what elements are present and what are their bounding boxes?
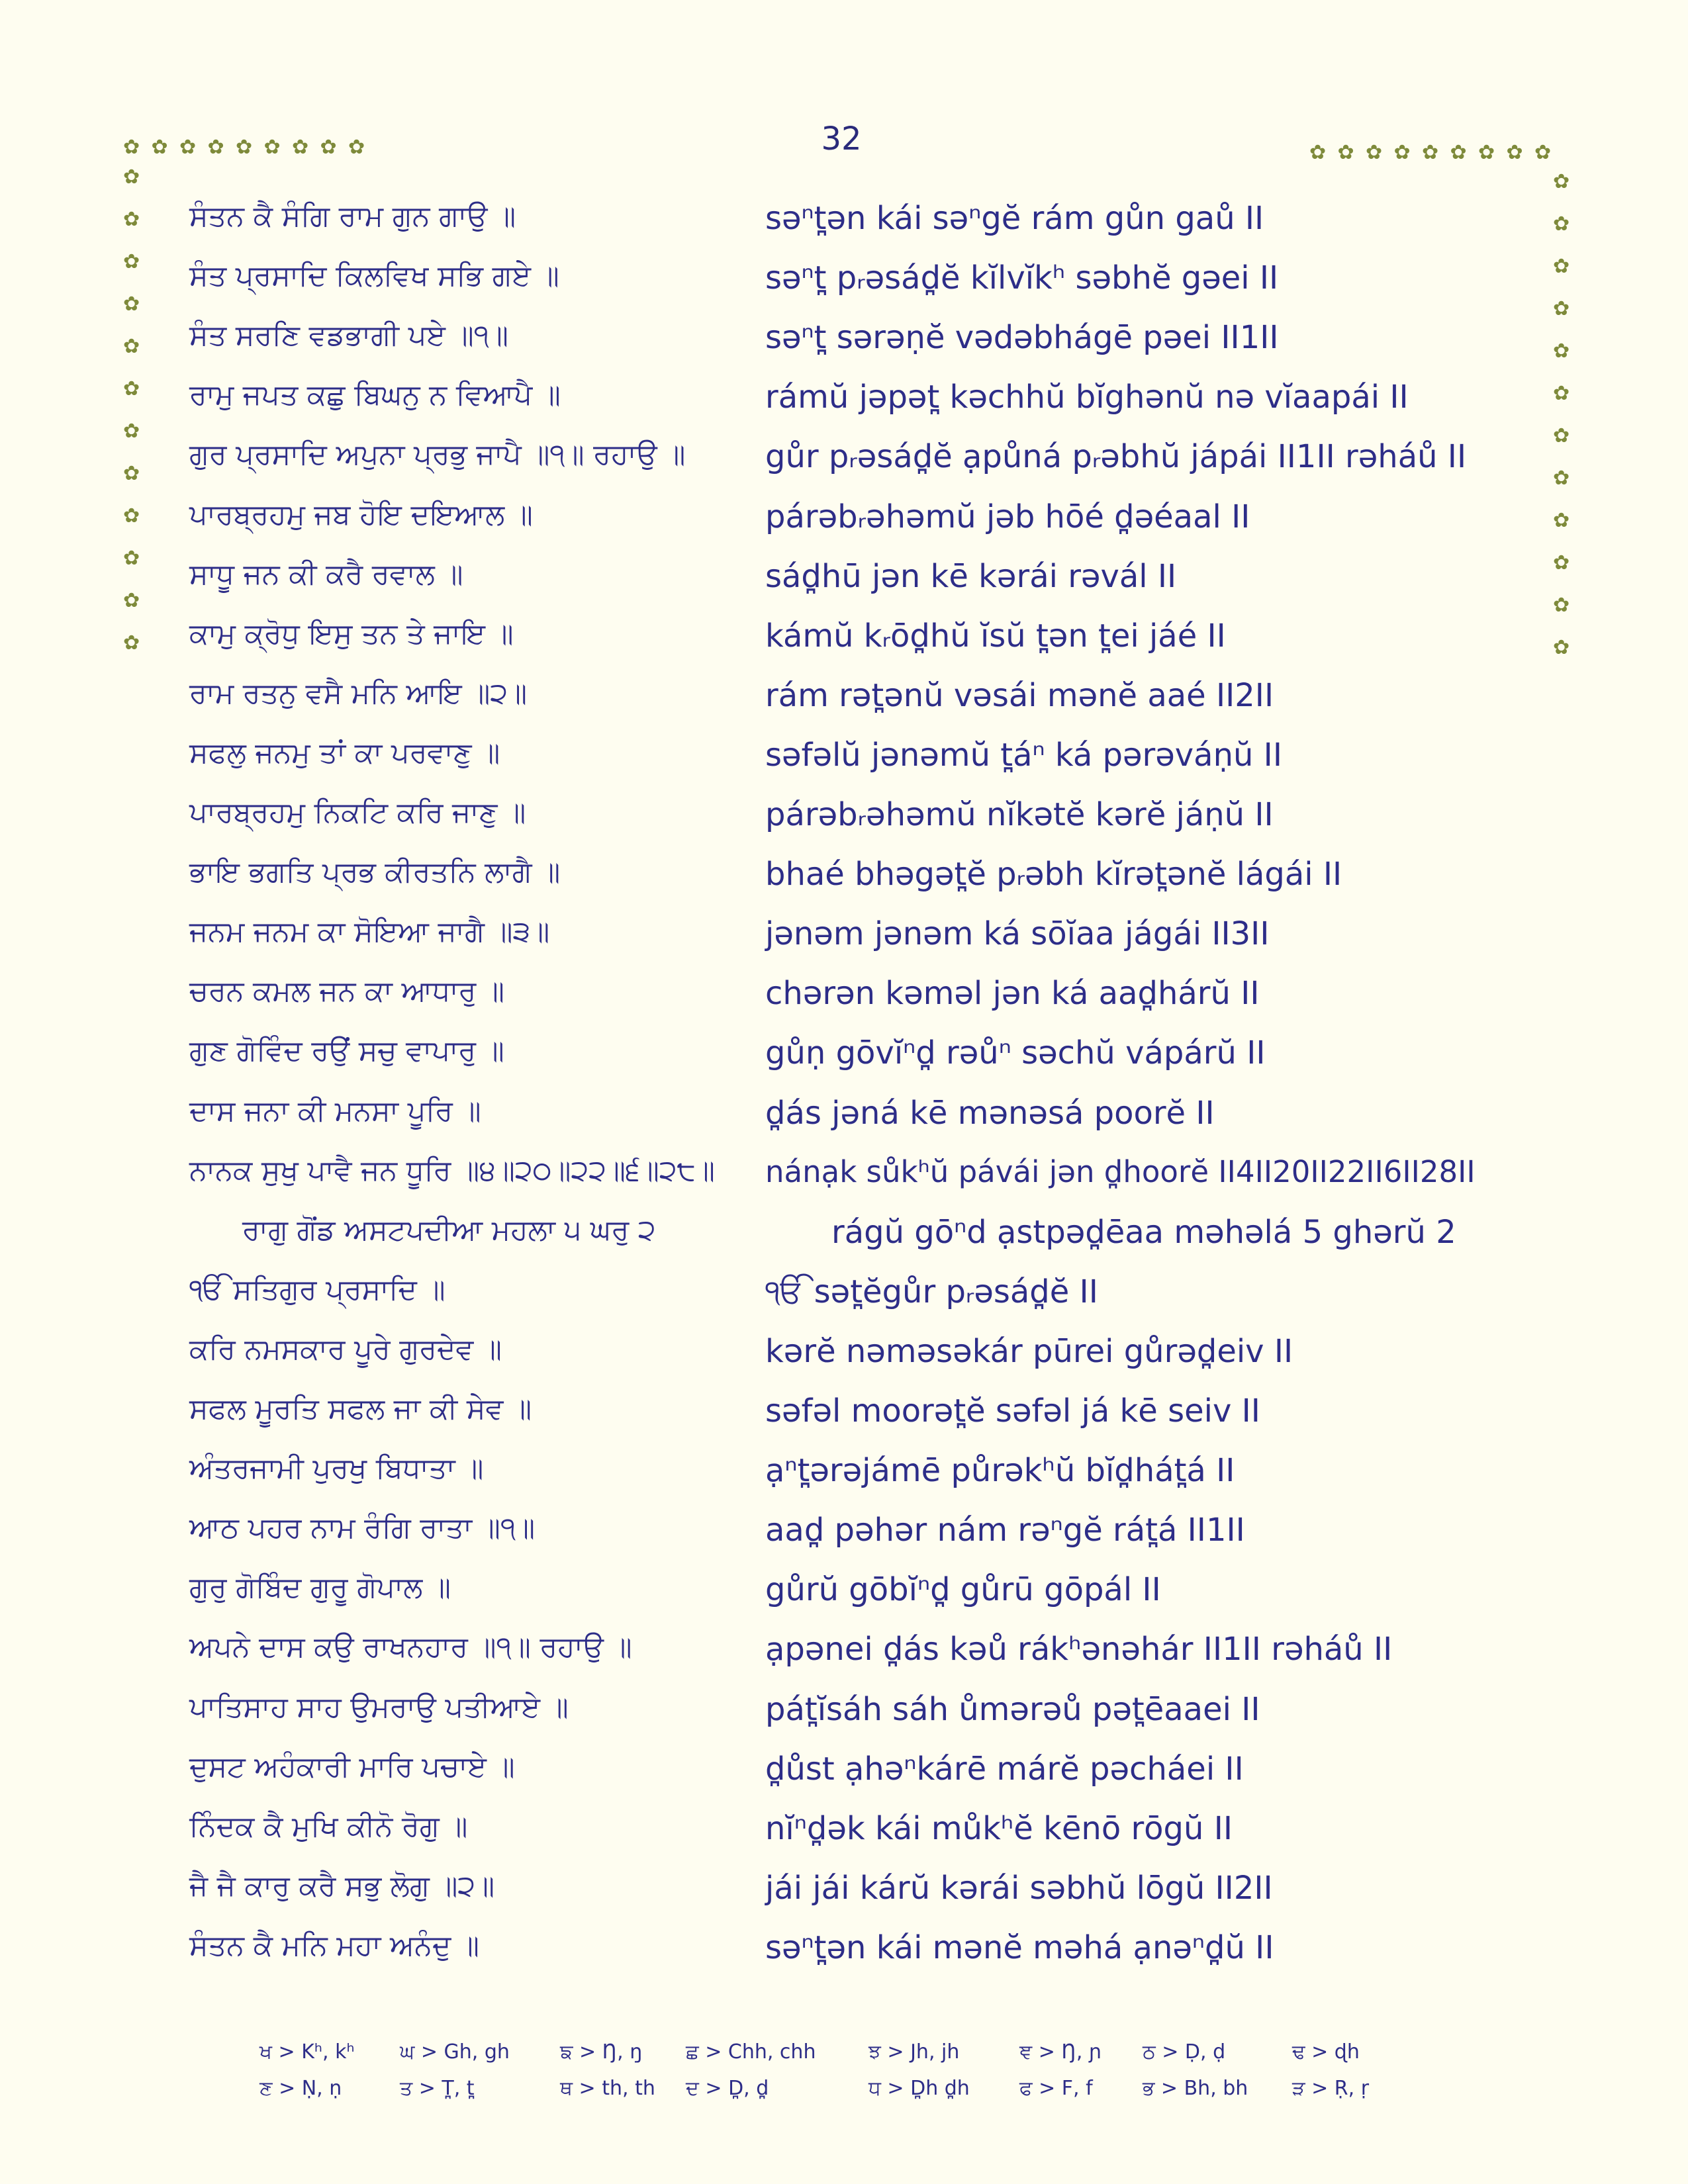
transliteration-text: səⁿt̪ən kái mənĕ məhá ạnəⁿd̪ŭ II xyxy=(765,1929,1274,1966)
flower-ornament-icon: ✿ xyxy=(123,208,140,231)
flower-ornament-icon: ✿ xyxy=(151,136,168,159)
flower-ornament-icon: ✿ xyxy=(320,136,337,159)
transliteration-text: ạpənei d̪ás kəů rákʰənəhár II1II rəháů II xyxy=(765,1631,1393,1668)
transliteration-text: nánạk sůkʰŭ pávái jən d̪hoorĕ II4II20II22II6II28II xyxy=(765,1154,1476,1189)
flower-ornament-icon: ✿ xyxy=(123,420,140,443)
gurmukhi-text: ੴ ਸਤਿਗੁਰ ਪ੍ਰਸਾਦਿ ॥ xyxy=(189,1273,445,1306)
transliteration-text: ੴ sət̪ĕgůr pᵣəsád̪ĕ II xyxy=(765,1273,1098,1310)
flower-ornament-icon: ✿ xyxy=(1553,340,1570,363)
transliteration-text: səfəlŭ jənəmŭ t̪áⁿ ká pərəváṇŭ II xyxy=(765,736,1282,774)
gurmukhi-text: ਸੰਤ ਪ੍ਰਸਾਦਿ ਕਿਲਵਿਖ ਸਭਿ ਗਏ ॥ xyxy=(189,259,559,293)
flower-ornament-icon: ✿ xyxy=(348,136,365,159)
flower-ornament-icon: ✿ xyxy=(1478,141,1495,164)
flower-ornament-icon: ✿ xyxy=(123,547,140,570)
transliteration-text: jənəm jənəm ká sōĭaa jágái II3II xyxy=(765,915,1270,953)
flower-ornament-icon: ✿ xyxy=(1553,424,1570,447)
legend-entry: ਭ > Bh, bh xyxy=(1143,2077,1248,2100)
legend-entry: ਘ > Gh, gh xyxy=(400,2040,510,2064)
gurmukhi-text: ਅਪਨੇ ਦਾਸ ਕਉ ਰਾਖਨਹਾਰ ॥੧॥ ਰਹਾਉ ॥ xyxy=(189,1631,632,1664)
gurmukhi-text: ਦੁਸਟ ਅਹੰਕਾਰੀ ਮਾਰਿ ਪਚਾਏ ॥ xyxy=(189,1750,515,1784)
transliteration-text: kámŭ kᵣōd̪hŭ ĭsŭ t̪ən t̪ei jáé II xyxy=(765,617,1226,655)
flower-ornament-icon: ✿ xyxy=(1393,141,1411,164)
gurmukhi-text: ਆਠ ਪਹਰ ਨਾਮ ਰੰਗਿ ਰਾਤਾ ॥੧॥ xyxy=(189,1512,536,1545)
flower-ornament-icon: ✿ xyxy=(123,165,140,189)
transliteration-text: kərĕ nəməsəkár pūrei gůrəd̪eiv II xyxy=(765,1332,1293,1370)
gurmukhi-text: ਭਾਇ ਭਗਤਿ ਪ੍ਰਭ ਕੀਰਤਨਿ ਲਾਗੈ ॥ xyxy=(189,856,561,889)
gurmukhi-text: ਨਾਨਕ ਸੁਖੁ ਪਾਵੈ ਜਨ ਧੂਰਿ ॥੪॥੨੦॥੨੨॥੬॥੨੮॥ xyxy=(189,1154,715,1187)
gurmukhi-text: ਸੰਤਨ ਕੈ ਮਨਿ ਮਹਾ ਅਨੰਦੁ ॥ xyxy=(189,1929,480,1962)
flower-ornament-icon: ✿ xyxy=(123,136,140,159)
flower-ornament-icon: ✿ xyxy=(123,589,140,612)
legend-entry: ਝ > Jh, jh xyxy=(868,2040,960,2064)
gurmukhi-text: ਚਰਨ ਕਮਲ ਜਨ ਕਾ ਆਧਾਰੁ ॥ xyxy=(189,975,504,1009)
transliteration-text: nĭⁿd̪ək kái můkʰĕ kēnō rōgŭ II xyxy=(765,1809,1233,1847)
gurmukhi-text: ਸੰਤਨ ਕੈ ਸੰਗਿ ਰਾਮ ਗੁਨ ਗਾਉ ॥ xyxy=(189,200,516,233)
flower-ornament-icon: ✿ xyxy=(1553,551,1570,574)
transliteration-text: aad̪ pəhər nám rəⁿgĕ rát̪á II1II xyxy=(765,1512,1245,1549)
transliteration-text: d̪ůst ạhəⁿkárē márĕ pəcháei II xyxy=(765,1750,1244,1788)
flower-ornament-icon: ✿ xyxy=(1309,141,1327,164)
flower-ornament-icon: ✿ xyxy=(1553,170,1570,193)
transliteration-text: d̪ás jəná kē mənəsá poorĕ II xyxy=(765,1094,1215,1132)
legend-entry: ਛ > Chh, chh xyxy=(686,2040,816,2064)
transliteration-text: pát̪ĭsáh sáh ůmərəů pət̪ēaaei II xyxy=(765,1690,1260,1728)
legend-entry: ਦ > D̪, d̪ xyxy=(686,2077,769,2100)
gurmukhi-text: ਰਾਗੁ ਗੋਂਡ ਅਸਟਪਦੀਆ ਮਹਲਾ ੫ ਘਰੁ ੨ xyxy=(242,1213,656,1247)
gurmukhi-text: ਰਾਮੁ ਜਪਤ ਕਛੁ ਬਿਘਨੁ ਨ ਵਿਆਪੈ ॥ xyxy=(189,379,561,412)
flower-ornament-icon: ✿ xyxy=(123,293,140,316)
flower-ornament-icon: ✿ xyxy=(1553,212,1570,236)
gurmukhi-text: ਅੰਤਰਜਾਮੀ ਪੁਰਖੁ ਬਿਧਾਤਾ ॥ xyxy=(189,1452,484,1486)
flower-ornament-icon: ✿ xyxy=(123,250,140,273)
legend-entry: ਤ > T̪, t̪ xyxy=(400,2077,475,2100)
gurmukhi-text: ਗੁਣ ਗੋਵਿੰਦ ਰਉਂ ਸਚੁ ਵਾਪਾਰੁ ॥ xyxy=(189,1034,504,1068)
gurmukhi-text: ਸਫਲੁ ਜਨਮੁ ਤਾਂ ਕਾ ਪਰਵਾਣੁ ॥ xyxy=(189,736,500,770)
flower-ornament-icon: ✿ xyxy=(1553,509,1570,532)
gurmukhi-text: ਗੁਰ ਪ੍ਰਸਾਦਿ ਅਪੁਨਾ ਪ੍ਰਭੁ ਜਾਪੈ ॥੧॥ ਰਹਾਉ ॥ xyxy=(189,438,686,472)
legend-entry: ਥ > th, th xyxy=(560,2077,655,2100)
flower-ornament-icon: ✿ xyxy=(292,136,309,159)
legend-entry: ੜ > Ṛ, ṛ xyxy=(1292,2077,1370,2100)
gurmukhi-text: ਸੰਤ ਸਰਣਿ ਵਡਭਾਗੀ ਪਏ ॥੧॥ xyxy=(189,319,509,353)
flower-ornament-icon: ✿ xyxy=(1422,141,1439,164)
legend-entry: ਖ > Kʰ, kʰ xyxy=(259,2040,355,2064)
gurmukhi-text: ਗੁਰੁ ਗੋਬਿੰਦ ਗੁਰੂ ਗੋਪਾਲ ॥ xyxy=(189,1571,451,1605)
transliteration-text: rám rət̪ənŭ vəsái mənĕ aaé II2II xyxy=(765,676,1274,714)
transliteration-text: səfəl moorət̪ĕ səfəl já kē seiv II xyxy=(765,1392,1260,1430)
gurmukhi-text: ਪਾਤਿਸਾਹ ਸਾਹ ਉਮਰਾਉ ਪਤੀਆਏ ॥ xyxy=(189,1690,569,1724)
flower-ornament-icon: ✿ xyxy=(1337,141,1354,164)
transliteration-text: gůr pᵣəsád̪ĕ ạpůná pᵣəbhŭ jápái II1II rəháů II xyxy=(765,438,1467,476)
legend-entry: ਢ > ɖh xyxy=(1292,2040,1360,2064)
legend-entry: ਠ > Ḍ, ḍ xyxy=(1143,2040,1226,2064)
flower-ornament-icon: ✿ xyxy=(123,377,140,400)
gurmukhi-text: ਜਨਮ ਜਨਮ ਕਾ ਸੋਇਆ ਜਾਗੈ ॥੩॥ xyxy=(189,915,550,949)
transliteration-text: chərən kəməl jən ká aad̪hárŭ II xyxy=(765,975,1260,1013)
gurmukhi-text: ਪਾਰਬ੍ਰਹਮੁ ਨਿਕਟਿ ਕਰਿ ਜਾਣੁ ॥ xyxy=(189,796,526,829)
gurmukhi-text: ਪਾਰਬ੍ਰਹਮੁ ਜਬ ਹੋਇ ਦਇਆਲ ॥ xyxy=(189,498,533,531)
page-number: 32 xyxy=(821,120,862,158)
flower-ornament-icon: ✿ xyxy=(1366,141,1383,164)
flower-ornament-icon: ✿ xyxy=(123,462,140,485)
transliteration-text: rágŭ gōⁿd ạstpəd̪ēaa məhəlá 5 ghərŭ 2 xyxy=(831,1213,1456,1251)
flower-ornament-icon: ✿ xyxy=(123,631,140,655)
legend-entry: ਞ > Ŋ, ɲ xyxy=(1019,2040,1102,2064)
gurmukhi-text: ਸਫਲ ਮੂਰਤਿ ਸਫਲ ਜਾ ਕੀ ਸੇਵ ॥ xyxy=(189,1392,532,1426)
gurmukhi-text: ਜੈ ਜੈ ਕਾਰੁ ਕਰੈ ਸਭੁ ਲੋਗੁ ॥੨॥ xyxy=(189,1869,495,1903)
transliteration-text: gůrŭ gōbĭⁿd̪ gůrū gōpál II xyxy=(765,1571,1161,1609)
flower-ornament-icon: ✿ xyxy=(1553,594,1570,617)
flower-ornament-icon: ✿ xyxy=(1553,636,1570,659)
transliteration-text: jái jái kárŭ kərái səbhŭ lōgŭ II2II xyxy=(765,1869,1273,1907)
flower-ornament-icon: ✿ xyxy=(1534,141,1552,164)
gurmukhi-text: ਨਿੰਦਕ ਕੈ ਮੁਖਿ ਕੀਨੋ ਰੋਗੁ ॥ xyxy=(189,1809,468,1843)
flower-ornament-icon: ✿ xyxy=(1553,297,1570,320)
flower-ornament-icon: ✿ xyxy=(123,504,140,527)
legend-entry: ਧ > D̪h d̪h xyxy=(868,2077,970,2100)
transliteration-text: rámŭ jəpət̪ kəchhŭ bĭghənŭ nə vĭaapái II xyxy=(765,379,1409,416)
flower-ornament-icon: ✿ xyxy=(123,335,140,358)
flower-ornament-icon: ✿ xyxy=(1450,141,1467,164)
flower-ornament-icon: ✿ xyxy=(1553,467,1570,490)
legend-entry: ਣ > Ṇ, ṇ xyxy=(259,2077,342,2100)
transliteration-text: gůṇ gōvĭⁿd̪ rəůⁿ səchŭ vápárŭ II xyxy=(765,1034,1266,1072)
legend-entry: ਙ > Ŋ, ŋ xyxy=(560,2040,643,2064)
flower-ornament-icon: ✿ xyxy=(236,136,253,159)
transliteration-text: párəbᵣəhəmŭ jəb hōé d̪əéaal II xyxy=(765,498,1250,535)
flower-ornament-icon: ✿ xyxy=(263,136,281,159)
gurmukhi-text: ਸਾਧੂ ਜਨ ਕੀ ਕਰੈ ਰਵਾਲ ॥ xyxy=(189,557,463,591)
transliteration-text: sád̪hū jən kē kərái rəvál II xyxy=(765,557,1177,595)
flower-ornament-icon: ✿ xyxy=(1553,255,1570,278)
flower-ornament-icon: ✿ xyxy=(1506,141,1523,164)
gurmukhi-text: ਕਰਿ ਨਮਸਕਾਰ ਪੂਰੇ ਗੁਰਦੇਵ ॥ xyxy=(189,1332,502,1366)
flower-ornament-icon: ✿ xyxy=(1553,382,1570,405)
flower-ornament-icon: ✿ xyxy=(207,136,224,159)
transliteration-text: bhaé bhəgət̪ĕ pᵣəbh kĭrət̪ənĕ lágái II xyxy=(765,856,1342,893)
gurmukhi-text: ਰਾਮ ਰਤਨੁ ਵਸੈ ਮਨਿ ਆਇ ॥੨॥ xyxy=(189,676,528,710)
gurmukhi-text: ਕਾਮੁ ਕ੍ਰੋਧੁ ਇਸੁ ਤਨ ਤੇ ਜਾਇ ॥ xyxy=(189,617,514,651)
transliteration-text: ạⁿt̪ərəjámē půrəkʰŭ bĭd̪hát̪á II xyxy=(765,1452,1235,1490)
transliteration-text: səⁿt̪ən kái səⁿgĕ rám gůn gaů II xyxy=(765,200,1264,237)
transliteration-text: səⁿt̪ pᵣəsád̪ĕ kĭlvĭkʰ səbhĕ gəei II xyxy=(765,259,1279,297)
gurmukhi-text: ਦਾਸ ਜਨਾ ਕੀ ਮਨਸਾ ਪੂਰਿ ॥ xyxy=(189,1094,481,1128)
transliteration-text: párəbᵣəhəmŭ nĭkətĕ kərĕ jáṇŭ II xyxy=(765,796,1274,833)
transliteration-text: səⁿt̪ sərəṇĕ vədəbhágē pəei II1II xyxy=(765,319,1279,357)
flower-ornament-icon: ✿ xyxy=(179,136,197,159)
legend-entry: ਫ > F, f xyxy=(1019,2077,1093,2100)
